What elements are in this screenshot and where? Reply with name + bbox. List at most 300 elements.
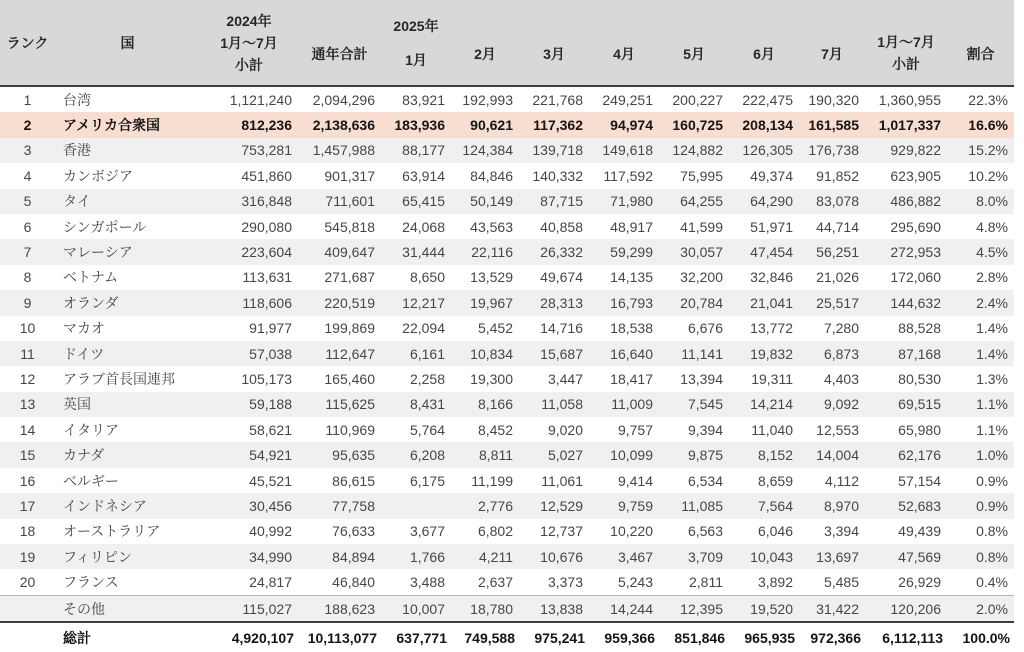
value-cell: 10,676 — [519, 544, 589, 569]
value-cell: 14,135 — [610, 269, 653, 286]
rank-cell: 15 — [0, 442, 55, 467]
ratio-cell: 1.1% — [976, 421, 1008, 438]
value-cell: 65,980 — [898, 421, 941, 438]
country-row — [0, 239, 1014, 264]
country-cell: シンガポール — [63, 218, 147, 235]
value-cell: 49,439 — [898, 523, 941, 540]
value-cell: 3,709 — [659, 544, 729, 569]
value-cell: 901,317 — [324, 167, 375, 184]
value-cell: 11,085 — [659, 493, 729, 518]
value-cell: 9,394 — [687, 421, 723, 438]
jan-jul-label: 1月～7月 — [877, 33, 935, 50]
year-2025-label: 2025年 — [393, 17, 439, 34]
rank-cell: 18 — [19, 523, 36, 540]
ratio-cell: 10.2% — [968, 167, 1008, 184]
value-cell: 80,530 — [898, 370, 941, 387]
value-cell: 22,094 — [402, 320, 445, 337]
value-cell: 28,313 — [519, 290, 589, 315]
month-label: 3月 — [543, 45, 565, 62]
subtotal-2024-column-header — [200, 0, 298, 86]
value-cell: 40,858 — [540, 218, 583, 235]
rank-cell: 2 — [0, 112, 55, 137]
value-cell: 176,738 — [799, 138, 865, 163]
value-cell: 172,060 — [890, 269, 941, 286]
value-cell: 4,211 — [451, 544, 519, 569]
value-cell: 3,488 — [409, 574, 445, 591]
ratio-cell: 0.9% — [947, 493, 1014, 518]
value-cell: 34,990 — [200, 544, 298, 569]
ratio-cell: 4.5% — [947, 239, 1014, 264]
value-cell: 637,771 — [381, 622, 451, 652]
value-cell: 4,403 — [823, 370, 859, 387]
country-row — [0, 86, 1014, 112]
value-cell: 75,995 — [680, 167, 723, 184]
value-cell: 19,311 — [751, 370, 793, 387]
value-cell: 88,177 — [381, 138, 451, 163]
month-column-header-jul — [799, 0, 865, 86]
rank-cell: 1 — [23, 91, 32, 108]
year-2024-label: 2024年 — [226, 12, 272, 29]
rank-column-header — [0, 0, 55, 86]
value-cell: 115,027 — [200, 595, 298, 622]
value-cell: 19,300 — [470, 370, 513, 387]
country-row — [0, 392, 1014, 417]
value-cell: 5,485 — [823, 574, 859, 591]
value-cell: 160,725 — [659, 112, 729, 137]
value-cell: 19,832 — [729, 341, 799, 366]
value-cell: 30,456 — [200, 493, 298, 518]
value-cell: 54,921 — [200, 442, 298, 467]
value-cell: 47,454 — [729, 239, 799, 264]
value-cell: 1,766 — [381, 544, 451, 569]
country-cell: タイ — [55, 189, 200, 214]
subtotal-label: 小計 — [235, 56, 263, 73]
month-column-header-mar — [519, 0, 589, 86]
ratio-cell: 0.8% — [976, 523, 1008, 540]
value-cell: 9,757 — [617, 421, 653, 438]
value-cell: 62,176 — [865, 442, 947, 467]
value-cell: 9,020 — [547, 421, 583, 438]
value-cell: 32,200 — [680, 269, 723, 286]
value-cell: 11,141 — [659, 341, 729, 366]
rank-cell: 5 — [0, 189, 55, 214]
ratio-cell: 1.4% — [976, 320, 1008, 337]
value-cell: 8,970 — [799, 493, 865, 518]
value-cell: 12,395 — [659, 595, 729, 622]
value-cell: 3,892 — [757, 574, 793, 591]
rank-cell — [0, 622, 55, 652]
country-cell: インドネシア — [55, 493, 200, 518]
rank-cell: 13 — [0, 392, 55, 417]
rank-cell — [0, 595, 55, 622]
value-cell: 295,690 — [890, 218, 941, 235]
value-cell: 20,784 — [659, 290, 729, 315]
value-cell: 192,993 — [462, 91, 513, 108]
value-cell: 5,027 — [519, 442, 589, 467]
value-cell: 10,834 — [451, 341, 519, 366]
value-cell: 84,846 — [470, 167, 513, 184]
value-cell: 40,992 — [249, 523, 292, 540]
value-cell: 139,718 — [519, 138, 589, 163]
country-cell: アラブ首長国連邦 — [63, 370, 175, 387]
value-cell: 486,882 — [865, 189, 947, 214]
value-cell: 21,041 — [729, 290, 799, 315]
month-column-header-may — [659, 0, 729, 86]
value-cell: 88,528 — [898, 320, 941, 337]
value-cell: 13,838 — [519, 595, 589, 622]
value-cell: 46,840 — [332, 574, 375, 591]
value-cell: 26,929 — [898, 574, 941, 591]
country-cell: マカオ — [63, 320, 105, 337]
value-cell: 316,848 — [200, 189, 298, 214]
month-column-header-feb — [451, 0, 519, 86]
jan-jul-label: 1月～7月 — [220, 34, 278, 51]
value-cell: 26,332 — [519, 239, 589, 264]
value-cell: 11,199 — [471, 472, 513, 489]
country-row — [0, 442, 1014, 467]
value-cell: 95,635 — [298, 442, 381, 467]
value-cell: 975,241 — [519, 622, 589, 652]
value-cell: 4,920,107 — [200, 622, 298, 652]
value-cell: 208,134 — [729, 112, 799, 137]
value-cell: 3,467 — [589, 544, 659, 569]
value-cell: 115,625 — [298, 392, 381, 417]
country-cell: ベトナム — [63, 269, 119, 286]
ratio-cell: 1.3% — [976, 370, 1008, 387]
value-cell: 6,534 — [687, 472, 723, 489]
value-cell: 120,206 — [865, 595, 947, 622]
country-cell: カンボジア — [63, 167, 133, 184]
value-cell: 2,811 — [689, 574, 723, 591]
value-cell: 9,092 — [799, 392, 865, 417]
value-cell: 851,846 — [659, 622, 729, 652]
value-cell: 3,373 — [547, 574, 583, 591]
value-cell: 58,621 — [249, 421, 292, 438]
value-cell: 117,592 — [603, 167, 653, 184]
value-cell: 25,517 — [799, 290, 865, 315]
value-cell: 188,623 — [298, 595, 381, 622]
value-cell: 45,521 — [249, 472, 292, 489]
value-cell: 1,017,337 — [865, 112, 947, 137]
country-row — [0, 163, 1014, 188]
subtotal-2025-column-header — [865, 0, 947, 86]
value-cell: 14,214 — [729, 392, 799, 417]
value-cell: 2,637 — [477, 574, 513, 591]
value-cell: 59,188 — [200, 392, 298, 417]
value-cell: 7,564 — [729, 493, 799, 518]
value-cell: 57,154 — [898, 472, 941, 489]
ratio-cell: 100.0% — [947, 622, 1014, 652]
value-cell: 10,220 — [610, 523, 653, 540]
ratio-cell: 15.2% — [947, 138, 1014, 163]
rank-cell: 6 — [23, 218, 32, 235]
month-column-header-jun — [729, 0, 799, 86]
grand-total-row — [0, 622, 1014, 652]
value-cell: 1,457,988 — [298, 138, 381, 163]
value-cell: 41,599 — [680, 218, 723, 235]
value-cell: 1,360,955 — [878, 91, 941, 108]
value-cell: 3,677 — [409, 523, 445, 540]
country-cell: 英国 — [55, 392, 200, 417]
rank-cell: 3 — [0, 138, 55, 163]
value-cell: 272,953 — [865, 239, 947, 264]
country-cell: その他 — [55, 595, 200, 622]
country-header-label: 国 — [120, 34, 135, 51]
ratio-cell: 0.8% — [947, 544, 1014, 569]
value-cell: 8,166 — [451, 392, 519, 417]
value-cell: 87,168 — [865, 341, 947, 366]
value-cell: 11,009 — [589, 392, 659, 417]
country-row — [0, 493, 1014, 518]
value-cell: 144,632 — [865, 290, 947, 315]
country-cell: オランダ — [55, 290, 200, 315]
value-cell: 124,384 — [451, 138, 519, 163]
value-cell: 16,640 — [589, 341, 659, 366]
value-cell: 12,217 — [381, 290, 451, 315]
rank-cell: 10 — [19, 320, 36, 337]
month-column-header-apr — [589, 0, 659, 86]
rank-cell: 7 — [0, 239, 55, 264]
value-cell: 623,905 — [890, 167, 941, 184]
country-cell: 台湾 — [63, 91, 91, 108]
country-row — [0, 366, 1014, 391]
month-label: 7月 — [821, 45, 843, 62]
country-row — [0, 265, 1014, 290]
value-cell: 16,793 — [589, 290, 659, 315]
value-cell: 7,545 — [659, 392, 729, 417]
value-cell: 711,601 — [298, 189, 381, 214]
value-cell: 14,004 — [799, 442, 865, 467]
value-cell: 18,417 — [610, 370, 653, 387]
value-cell: 200,227 — [672, 91, 723, 108]
value-cell: 94,974 — [589, 112, 659, 137]
value-cell: 6,112,113 — [865, 622, 947, 652]
country-row — [0, 214, 1014, 239]
value-cell: 451,860 — [241, 167, 292, 184]
country-row — [0, 138, 1014, 163]
value-cell: 959,366 — [589, 622, 659, 652]
value-cell: 18,538 — [610, 320, 653, 337]
value-cell: 929,822 — [865, 138, 947, 163]
value-cell: 8,650 — [409, 269, 445, 286]
value-cell: 118,606 — [200, 290, 298, 315]
ratio-cell: 1.1% — [947, 392, 1014, 417]
value-cell: 11,058 — [519, 392, 589, 417]
value-cell: 545,818 — [324, 218, 375, 235]
value-cell: 409,647 — [298, 239, 381, 264]
value-cell: 57,038 — [200, 341, 298, 366]
value-cell: 8,431 — [381, 392, 451, 417]
rank-cell: 17 — [0, 493, 55, 518]
ratio-cell: 16.6% — [947, 112, 1014, 137]
country-cell: 香港 — [55, 138, 200, 163]
rank-cell: 11 — [0, 341, 55, 366]
country-column-header — [55, 0, 200, 86]
ratio-cell: 2.8% — [976, 269, 1008, 286]
value-cell: 183,936 — [381, 112, 451, 137]
value-cell: 51,971 — [750, 218, 793, 235]
value-cell: 83,921 — [402, 91, 445, 108]
country-cell: イタリア — [63, 421, 119, 438]
value-cell: 52,683 — [865, 493, 947, 518]
value-cell: 43,563 — [470, 218, 513, 235]
value-cell: 161,585 — [799, 112, 865, 137]
ratio-cell: 1.0% — [947, 442, 1014, 467]
ratio-cell: 22.3% — [968, 91, 1008, 108]
value-cell: 4,112 — [825, 472, 859, 489]
ratio-cell: 2.0% — [947, 595, 1014, 622]
rank-cell: 19 — [0, 544, 55, 569]
rank-header-label: ランク — [6, 34, 49, 51]
country-row — [0, 569, 1014, 595]
value-cell: 3,447 — [547, 370, 583, 387]
value-cell: 249,251 — [602, 91, 653, 108]
value-cell: 220,519 — [298, 290, 381, 315]
value-cell: 6,802 — [477, 523, 513, 540]
rank-cell: 20 — [19, 574, 36, 591]
ratio-cell: 0.4% — [976, 574, 1008, 591]
ratio-column-header — [947, 0, 1014, 86]
value-cell: 13,697 — [799, 544, 865, 569]
value-cell: 972,366 — [799, 622, 865, 652]
value-cell: 48,917 — [610, 218, 653, 235]
country-row — [0, 417, 1014, 442]
annual-total-column-header — [298, 0, 381, 86]
value-cell: 1,121,240 — [229, 91, 292, 108]
rank-cell: 8 — [23, 269, 32, 286]
value-cell: 965,935 — [729, 622, 799, 652]
value-cell: 105,173 — [241, 370, 292, 387]
ratio-cell: 8.0% — [947, 189, 1014, 214]
value-cell: 2,094,296 — [312, 91, 375, 108]
country-row — [0, 316, 1014, 341]
rank-cell: 14 — [19, 421, 36, 438]
value-cell: 19,520 — [729, 595, 799, 622]
value-cell: 221,768 — [532, 91, 583, 108]
ratio-cell: 4.8% — [976, 218, 1008, 235]
value-cell: 91,977 — [249, 320, 292, 337]
value-cell: 6,873 — [799, 341, 865, 366]
value-cell: 2,776 — [451, 493, 519, 518]
month-label: 2月 — [474, 45, 496, 62]
value-cell: 24,817 — [249, 574, 292, 591]
value-cell: 22,116 — [451, 239, 519, 264]
country-cell: オーストラリア — [63, 523, 161, 540]
value-cell: 15,687 — [519, 341, 589, 366]
value-cell: 749,588 — [451, 622, 519, 652]
value-cell: 2,258 — [409, 370, 445, 387]
value-cell: 10,113,077 — [298, 622, 381, 652]
annual-total-label: 通年合計 — [311, 45, 368, 62]
value-cell: 87,715 — [519, 189, 589, 214]
month-label: 4月 — [613, 45, 635, 62]
value-cell: 222,475 — [742, 91, 793, 108]
value-cell: 6,208 — [381, 442, 451, 467]
value-cell: 223,604 — [200, 239, 298, 264]
value-cell: 31,422 — [799, 595, 865, 622]
ratio-cell: 1.4% — [947, 341, 1014, 366]
value-cell: 5,243 — [617, 574, 653, 591]
table-header-row — [0, 0, 1014, 86]
value-cell: 76,633 — [332, 523, 375, 540]
value-cell: 31,444 — [381, 239, 451, 264]
value-cell: 3,394 — [823, 523, 859, 540]
country-row — [0, 519, 1014, 544]
value-cell: 65,415 — [381, 189, 451, 214]
country-row — [0, 290, 1014, 315]
subtotal-label: 小計 — [892, 55, 920, 72]
value-cell: 12,553 — [816, 421, 859, 438]
value-cell: 124,882 — [659, 138, 729, 163]
value-cell: 190,320 — [808, 91, 859, 108]
value-cell: 6,161 — [381, 341, 451, 366]
value-cell: 5,764 — [409, 421, 445, 438]
country-row — [0, 189, 1014, 214]
country-cell: ドイツ — [55, 341, 200, 366]
value-cell: 7,280 — [823, 320, 859, 337]
value-cell: 8,659 — [757, 472, 793, 489]
value-cell: 6,563 — [687, 523, 723, 540]
value-cell: 64,255 — [659, 189, 729, 214]
value-cell: 9,875 — [659, 442, 729, 467]
value-cell: 64,290 — [729, 189, 799, 214]
country-cell: ベルギー — [63, 472, 119, 489]
value-cell: 8,152 — [729, 442, 799, 467]
value-cell: 63,914 — [402, 167, 445, 184]
value-cell: 11,061 — [541, 472, 583, 489]
country-row — [0, 341, 1014, 366]
ratio-cell: 2.4% — [947, 290, 1014, 315]
country-row — [0, 468, 1014, 493]
value-cell: 165,460 — [324, 370, 375, 387]
value-cell: 753,281 — [200, 138, 298, 163]
value-cell: 6,676 — [687, 320, 723, 337]
month-label: 5月 — [683, 45, 705, 62]
value-cell: 18,780 — [451, 595, 519, 622]
value-cell: 812,236 — [200, 112, 298, 137]
value-cell: 19,967 — [451, 290, 519, 315]
value-cell: 71,980 — [589, 189, 659, 214]
value-cell: 14,716 — [540, 320, 583, 337]
country-cell: マレーシア — [55, 239, 200, 264]
rank-cell: 4 — [23, 167, 32, 184]
value-cell: 8,452 — [477, 421, 513, 438]
value-cell: 117,362 — [519, 112, 589, 137]
value-cell: 84,894 — [298, 544, 381, 569]
value-cell: 59,299 — [589, 239, 659, 264]
value-cell: 91,852 — [816, 167, 859, 184]
country-row — [0, 544, 1014, 569]
value-cell: 6,175 — [409, 472, 445, 489]
month-column-header-jan — [381, 0, 451, 86]
value-cell: 9,414 — [617, 472, 653, 489]
value-cell: 149,618 — [589, 138, 659, 163]
value-cell: 199,869 — [324, 320, 375, 337]
rank-cell: 16 — [19, 472, 36, 489]
value-cell: 86,615 — [332, 472, 375, 489]
month-label: 1月 — [405, 51, 427, 68]
ratio-header-label: 割合 — [966, 45, 995, 62]
value-cell: 5,452 — [477, 320, 513, 337]
value-cell: 271,687 — [324, 269, 375, 286]
value-cell: 50,149 — [451, 189, 519, 214]
value-cell: 12,529 — [519, 493, 589, 518]
value-cell: 10,099 — [589, 442, 659, 467]
value-cell: 77,758 — [298, 493, 381, 518]
value-cell: 90,621 — [451, 112, 519, 137]
value-cell: 21,026 — [816, 269, 859, 286]
value-cell: 11,040 — [751, 421, 793, 438]
